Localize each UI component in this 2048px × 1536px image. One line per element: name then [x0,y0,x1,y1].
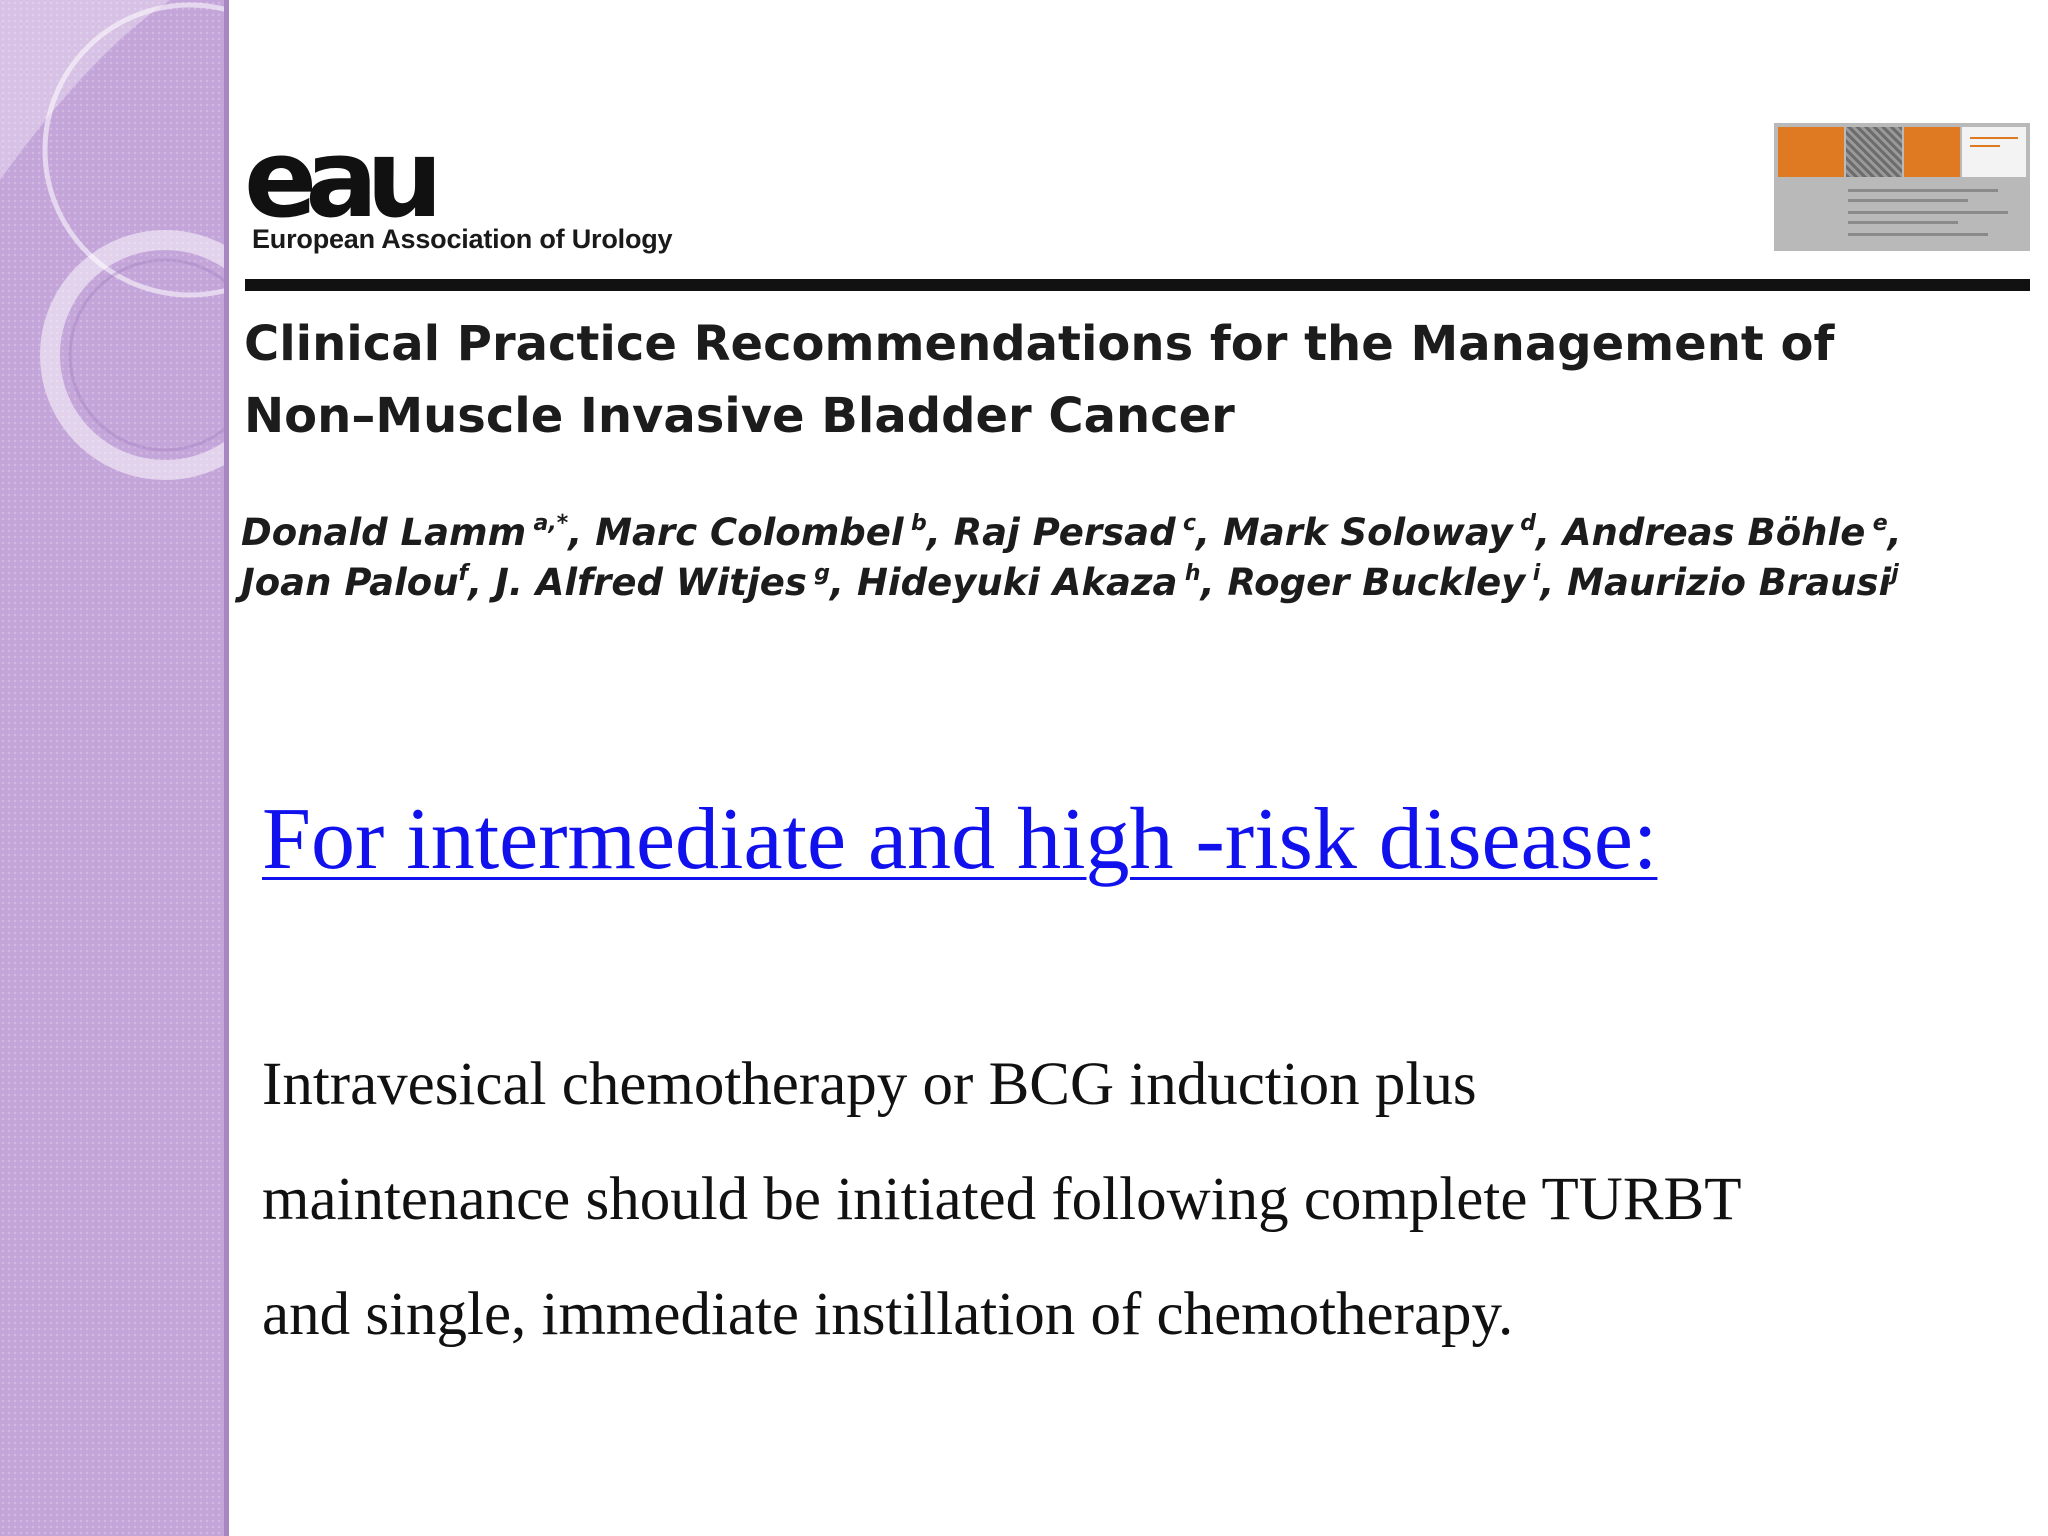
article-title [244,308,2034,452]
recommendation-heading: For intermediate and high -risk disease: [262,791,1658,888]
recommendation-line3: and single, immediate instillation of chemotherapy. [262,1281,1514,1348]
eau-logo-mark [244,138,464,228]
author: Hideyuki Akaza $^h$ [856,561,1201,604]
author-list: Donald Lamm $^{a,*}$, Marc Colombel $^b$, Raj Persad $^c$, Mark Soloway $^d$, Andreas Böhle $^e$, Joan Palou$^f$, J. Alfred Witjes $^g$, Hideyuki Akaza $^h$, Roger Buckley $^i$, Maurizio Brausi$^j$ [241,511,1902,604]
author: Andreas Böhle $^e$ [1562,511,1888,554]
author: Joan Palou$^f$ [241,561,469,604]
recommendation-line1: Intravesical chemotherapy or BCG induction plus [262,1051,1477,1118]
slide-content [229,0,2048,1536]
author: Mark Soloway $^d$ [1222,511,1536,554]
author: J. Alfred Witjes $^g$ [495,561,831,604]
recommendation-text [262,912,2022,1372]
article-title-line1: Clinical Practice Recommendations for the Management of [244,316,1835,372]
author: Maurizio Brausi$^j$ [1567,561,1899,604]
eau-logo [244,138,724,268]
author: Raj Persad $^c$ [953,511,1197,554]
author: Roger Buckley $^i$ [1227,561,1541,604]
header-rule [245,279,2030,291]
author: Donald Lamm $^{a,*}$ [241,511,569,554]
author: Marc Colombel $^b$ [595,511,927,554]
eau-logo-text: European Association of Urology [252,224,673,254]
recommendation-line2: maintenance should be initiated following complete TURBT [262,1166,1742,1233]
ring-swirl-decoration [0,0,228,1536]
journal-cover-thumbnail [1774,123,2030,251]
decorative-sidebar [0,0,228,1536]
article-title-line2: Non–Muscle Invasive Bladder Cancer [244,388,1235,444]
eau-logo-mark-text: eau [244,138,432,228]
